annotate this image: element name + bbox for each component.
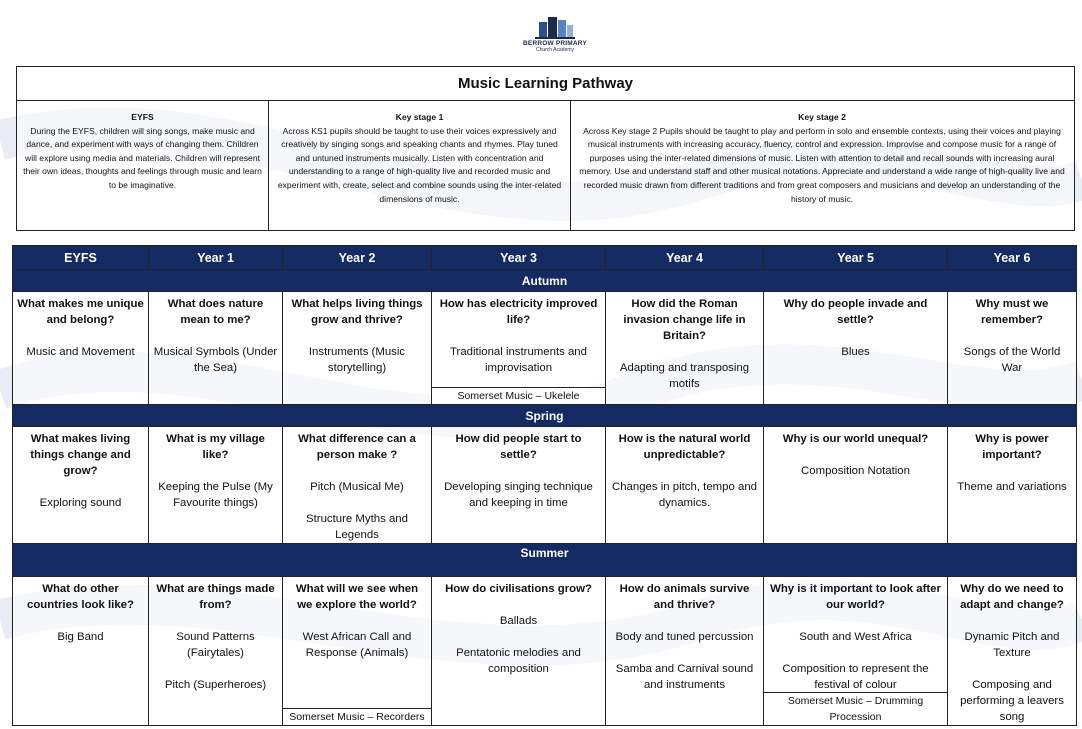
term-row (13, 544, 1077, 577)
cell-question: What is my village like? (166, 433, 265, 461)
table-cell (764, 292, 948, 405)
cell-footer: Somerset Music – Ukelele (432, 387, 605, 404)
cell-item: Songs of the World War (963, 346, 1061, 374)
cell-item: Traditional instruments and improvisation (450, 346, 587, 374)
cell-item: Body and tuned percussion (615, 631, 754, 643)
cell-item: West African Call and Response (Animals) (302, 631, 412, 659)
cell-question: Why is our world unequal? (782, 433, 929, 445)
cell-item: Musical Symbols (Under the Sea) (153, 346, 278, 374)
table-cell (149, 577, 283, 726)
table-cell (149, 427, 283, 544)
table-cell (948, 427, 1077, 544)
table-cell (432, 427, 606, 544)
table-cell (283, 292, 432, 405)
table-header-row (13, 246, 1077, 270)
cell-question: How is the natural world unpredictable? (618, 433, 751, 461)
table-cell (948, 577, 1077, 726)
stage-text: Across KS1 pupils should be taught to use their voices expressively and creatively by singing songs and speaking chants and rhymes. Play tuned and untuned instruments musically. Listen with concentration and understanding to a range of high-quality live and recorded music and experiment with, create, select and combine sounds using the inter-related dimensions of music. (277, 125, 562, 204)
cell-item: Blues (841, 346, 870, 358)
stage-ks2 (571, 101, 1073, 230)
cell-item: Ballads (499, 615, 538, 627)
column-header: Year 3 (432, 246, 606, 270)
cell-question: What will we see when we explore the world? (295, 583, 419, 611)
stage-text: During the EYFS, children will sing songs, make music and dance, and experiment with ways of changing them. Children will explore using media and materials. Children will represent their own ideas, thoughts and feelings through music and learn to be imaginative. (23, 125, 262, 190)
cell-question: What do other countries look like? (27, 583, 134, 611)
column-header: Year 4 (606, 246, 764, 270)
cell-item: South and West Africa (799, 631, 912, 643)
table-cell (149, 292, 283, 405)
cell-question: Why is power important? (975, 433, 1049, 461)
term-label: Spring (13, 405, 1077, 427)
cell-item: Keeping the Pulse (My Favourite things) (158, 481, 273, 509)
table-row (13, 292, 1077, 405)
cell-question: How do animals survive and thrive? (619, 583, 750, 611)
logo-subtitle: Church Academy (535, 47, 575, 53)
curriculum-table (12, 245, 1077, 726)
cell-question: What makes me unique and belong? (17, 298, 144, 326)
pathway-overview (16, 66, 1075, 231)
cell-item: Pitch (Musical Me) (310, 481, 404, 493)
cell-item: Structure Myths and Legends (306, 513, 408, 541)
table-cell (13, 577, 149, 726)
term-row (13, 405, 1077, 427)
column-header: Year 5 (764, 246, 948, 270)
table-cell (432, 292, 606, 405)
cell-question: How has electricity improved life? (439, 298, 598, 326)
cell-footer: Somerset Music – Drumming Procession (764, 692, 947, 725)
cell-question: How did the Roman invasion change life in Britain? (623, 298, 746, 342)
term-label: Autumn (13, 270, 1077, 292)
cell-item: Samba and Carnival sound and instruments (615, 663, 754, 691)
column-header: Year 1 (149, 246, 283, 270)
cell-item: Pitch (Superheroes) (164, 679, 267, 691)
stage-eyfs (17, 101, 269, 230)
cell-item: Adapting and transposing motifs (619, 362, 750, 390)
logo-name-b: PRIMARY (555, 40, 587, 47)
cell-question: How do civilisations grow? (445, 583, 592, 595)
cell-item: Changes in pitch, tempo and dynamics. (611, 481, 757, 509)
table-cell (13, 292, 149, 405)
stage-ks1 (269, 101, 571, 230)
table-cell (432, 577, 606, 726)
table-cell (764, 427, 948, 544)
table-cell (606, 427, 764, 544)
table-row (13, 427, 1077, 544)
table-cell (948, 292, 1077, 405)
cell-item: Developing singing technique and keeping in time (444, 481, 593, 509)
cell-item: Sound Patterns (Fairytales) (176, 631, 255, 659)
cell-item: Composing and performing a leavers song (960, 679, 1064, 723)
table-cell (606, 577, 764, 726)
cell-item: Theme and variations (957, 481, 1067, 493)
table-cell (606, 292, 764, 405)
stage-text: Across Key stage 2 Pupils should be taught to play and perform in solo and ensemble contexts, using their voices and playing musical instruments with increasing accuracy, fluency, control and expression. Improvise and compose music for a range of purposes using the inter-related dimensions of music. Listen with attention to detail and recall sounds with increasing aural memory. Use and understand staff and other musical notations. Appreciate and understand a wide range of high-quality live and recorded music drawn from different traditions and from great composers and musicians and develop an understanding of the history of music. (579, 125, 1065, 204)
column-header: Year 2 (283, 246, 432, 270)
cell-item: Exploring sound (39, 497, 122, 509)
cell-question: How did people start to settle? (455, 433, 582, 461)
school-logo (515, 14, 595, 62)
cell-item: Composition to represent the festival of colour (782, 663, 929, 691)
cell-item: Instruments (Music storytelling) (308, 346, 406, 374)
cell-question: Why do we need to adapt and change? (960, 583, 1064, 611)
logo-name: BERROW (523, 40, 554, 47)
table-cell (283, 577, 432, 726)
table-cell (283, 427, 432, 544)
cell-question: Why is it important to look after our world? (770, 583, 941, 611)
school-building-icon (533, 14, 577, 40)
cell-question: What difference can a person make ? (298, 433, 416, 461)
column-header: EYFS (13, 246, 149, 270)
stage-heading: Key stage 1 (395, 112, 444, 122)
cell-question: What makes living things change and grow? (30, 433, 131, 477)
column-header: Year 6 (948, 246, 1077, 270)
page-title: Music Learning Pathway (17, 67, 1074, 101)
table-cell (13, 427, 149, 544)
stage-heading: Key stage 2 (798, 112, 846, 122)
cell-footer: Somerset Music – Recorders (283, 708, 431, 725)
cell-question: What are things made from? (156, 583, 275, 611)
table-row (13, 577, 1077, 726)
cell-item: Pentatonic melodies and composition (456, 647, 581, 675)
cell-item: Dynamic Pitch and Texture (964, 631, 1060, 659)
cell-question: What does nature mean to me? (167, 298, 264, 326)
stage-heading: EYFS (131, 112, 154, 122)
cell-item: Music and Movement (26, 346, 135, 358)
term-label: Summer (13, 544, 1077, 577)
key-stages (17, 101, 1074, 230)
cell-item: Composition Notation (801, 465, 910, 477)
term-row (13, 270, 1077, 292)
table-cell (764, 577, 948, 726)
cell-question: Why must we remember? (975, 298, 1049, 326)
cell-question: What helps living things grow and thrive? (291, 298, 423, 326)
cell-question: Why do people invade and settle? (783, 298, 928, 326)
cell-item: Big Band (57, 631, 104, 643)
